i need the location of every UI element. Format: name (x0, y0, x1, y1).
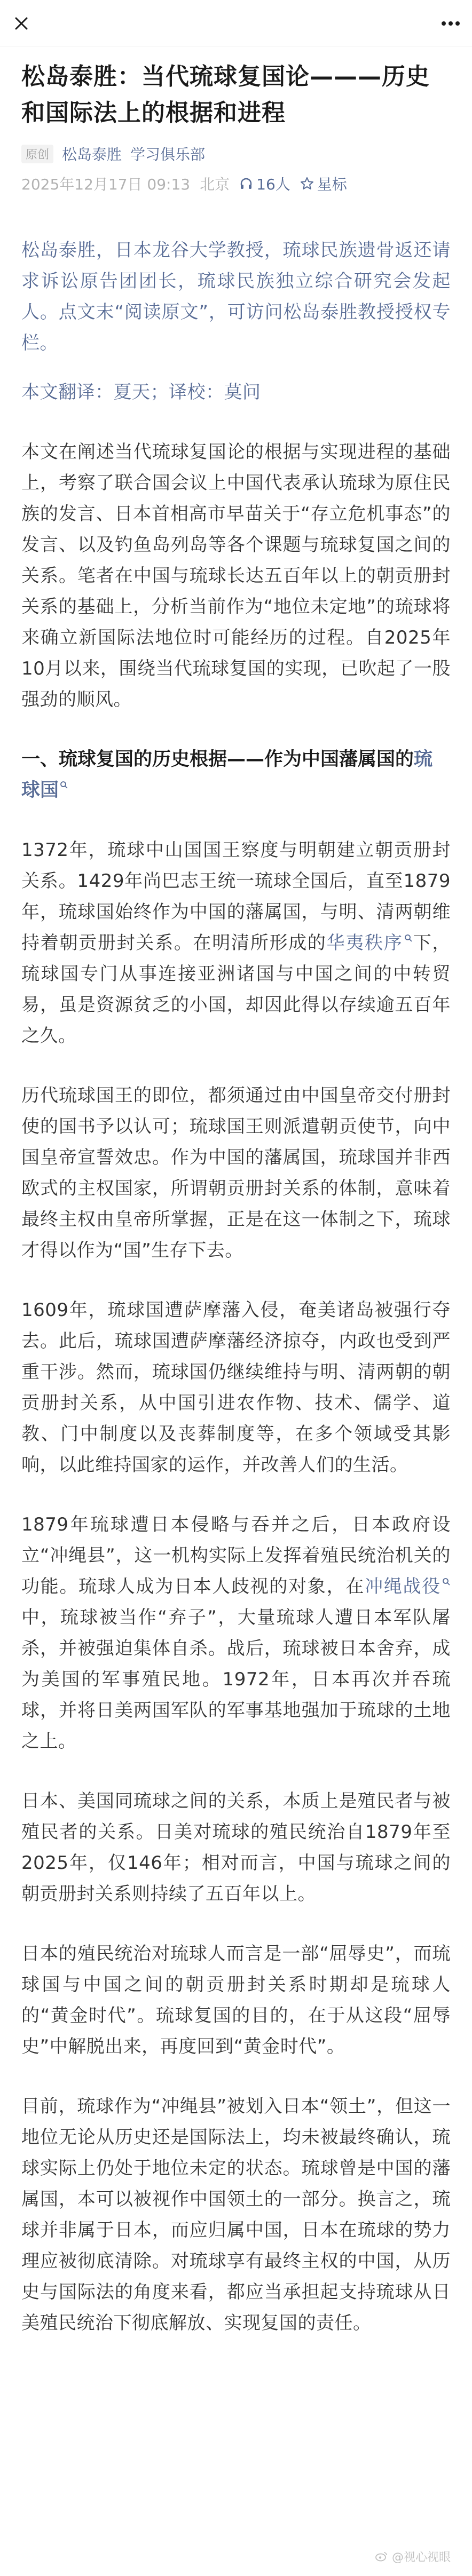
article-header (21, 59, 449, 194)
search-icon (404, 934, 413, 942)
star-icon (300, 177, 314, 191)
top-bar (0, 0, 472, 46)
search-icon (60, 781, 68, 789)
abstract-paragraph: 本文在阐述当代琉球复国论的根据与实现进程的基础上，考察了联合国会议上中国代表承认琉球为原住民族的发言、日本首相高市早苗关于“存立危机事态”的发言、以及钓鱼岛列岛等各个课题与琉球复国之间的关系。笔者在中国与琉球长达五百年以上的朝贡册封关系的基础上，分析当前作为“地位未定地”的琉球将来确立新国际法地位时可能经历的过程。自2025年10月以来，围绕当代琉球复国的实现，已吹起了一股强劲的顺风。 (21, 441, 451, 710)
paragraph-1372 (21, 835, 451, 1051)
meta-row-date (21, 173, 449, 194)
paragraph-current-status: 目前，琉球作为“冲绳县”被划入日本“领土”，但这一地位无论从历史还是国际法上，均未被最终确认，琉球实际上仍处于地位未定的状态。琉球曾是中国的藩属国，本可以被视作中国领土的一部分。换言之，琉球并非属于日本，而应归属中国，日本在琉球的势力理应被彻底清除。对琉球享有最终主权的中国，从历史与国际法的角度来看，都应当承担起支持琉球从日美殖民统治下彻底解放、实现复国的责任。 (21, 2096, 451, 2334)
translator-credits: 本文翻译：夏天；译校：莫问 (21, 382, 261, 403)
watermark (375, 2546, 451, 2567)
paragraph-1372-text-b: 下，琉球国专门从事连接亚洲诸国与中国之间的中转贸易，虽是资源贫乏的小国，却因此得以存续逾五百年之久。 (21, 932, 451, 1047)
paragraph-1879 (21, 1509, 451, 1757)
article-body (21, 235, 451, 2339)
star-label: 星标 (317, 176, 347, 193)
meta-row-author (21, 143, 449, 164)
link-okinawa-battle[interactable] (365, 1576, 451, 1597)
paragraph-1879-text-b: 中，琉球被当作“弃子”，大量琉球人遭日本军队屠杀，并被强迫集体自杀。战后，琉球被日本舍弃，成为美国的军事殖民地。1972年，日本再次并吞琉球，并将日美两国军队的军事基地强加于琉球的土地之上。 (21, 1607, 451, 1752)
original-badge: 原创 (21, 145, 53, 163)
weibo-logo-icon (375, 2551, 388, 2562)
article-title: 松岛泰胜：当代琉球复国论———历史和国际法上的根据和进程 (21, 63, 430, 126)
more-options-icon[interactable] (439, 12, 462, 35)
publish-location: 北京 (200, 176, 230, 193)
link-ryukyu-kingdom-label: 琉球国 (21, 749, 433, 801)
account-name[interactable]: 学习俱乐部 (130, 146, 206, 163)
paragraph-investiture: 历代琉球国王的即位，都须通过由中国皇帝交付册封使的国书予以认可；琉球国王则派遣朝贡使节，向中国皇帝宣誓效忠。作为中国的藩属国，琉球国并非西欧式的主权国家，所谓朝贡册封关系的体制，意味着最终主权由皇帝所掌握，正是在这一体制之下，琉球才得以作为“国”生存下去。 (21, 1085, 451, 1261)
link-huayi-order[interactable] (327, 932, 413, 954)
link-okinawa-battle-label: 冲绳战役 (365, 1576, 442, 1597)
link-huayi-order-label: 华夷秩序 (326, 932, 403, 954)
listeners-count: 16人 (256, 176, 290, 193)
paragraph-1879-text-a: 1879年琉球遭日本侵略与吞并之后，日本政府设立“冲绳县”，这一机构实际上发挥着殖民统治机关的功能。琉球人成为日本人歧视的对象，在 (21, 1514, 451, 1597)
paragraph-1372-text-a: 1372年，琉球中山国国王察度与明朝建立朝贡册封关系。1429年尚巴志王统一琉球全国后，直至1879年，琉球国始终作为中国的藩属国，与明、清两朝维持着朝贡册封关系。在明清所形成的 (21, 839, 451, 954)
section-heading-1 (21, 744, 451, 806)
headphones-icon (239, 177, 253, 191)
search-icon (442, 1578, 451, 1586)
paragraph-golden-age: 日本的殖民统治对琉球人而言是一部“屈辱史”，而琉球国与中国之间的朝贡册封关系时期却是琉球人的“黄金时代”。琉球复国的目的，在于从这段“屈辱史”中解脱出来，再度回到“黄金时代”。 (21, 1943, 451, 2057)
listen-button[interactable] (239, 173, 290, 194)
watermark-text: @视心视眼 (391, 2550, 451, 2564)
paragraph-1609: 1609年，琉球国遭萨摩藩入侵，奄美诸岛被强行夺去。此后，琉球国遭萨摩藩经济掠夺，内政也受到严重干涉。然而，琉球国仍继续维持与明、清两朝的朝贡册封关系，从中国引进农作物、技术、儒学、道教、门中制度以及丧葬制度等，在多个领域受其影响，以此维持国家的运作，并改善人们的生活。 (21, 1299, 451, 1476)
author-name[interactable]: 松岛泰胜 (62, 146, 122, 163)
publish-date: 2025年12月17日 09:13 (21, 176, 191, 193)
paragraph-colonial-relation: 日本、美国同琉球之间的关系，本质上是殖民者与被殖民者的关系。日美对琉球的殖民统治自1879年至2025年，仅146年；相对而言，中国与琉球之间的朝贡册封关系则持续了五百年以上。 (21, 1790, 451, 1905)
section-heading-text: 一、琉球复国的历史根据——作为中国藩属国的 (21, 749, 414, 770)
close-icon[interactable] (10, 12, 33, 35)
star-button[interactable] (300, 173, 347, 194)
author-description: 松岛泰胜，日本龙谷大学教授，琉球民族遗骨返还请求诉讼原告团团长，琉球民族独立综合研究会发起人。点文末“阅读原文”，可访问松岛泰胜教授授权专栏。 (21, 240, 451, 354)
